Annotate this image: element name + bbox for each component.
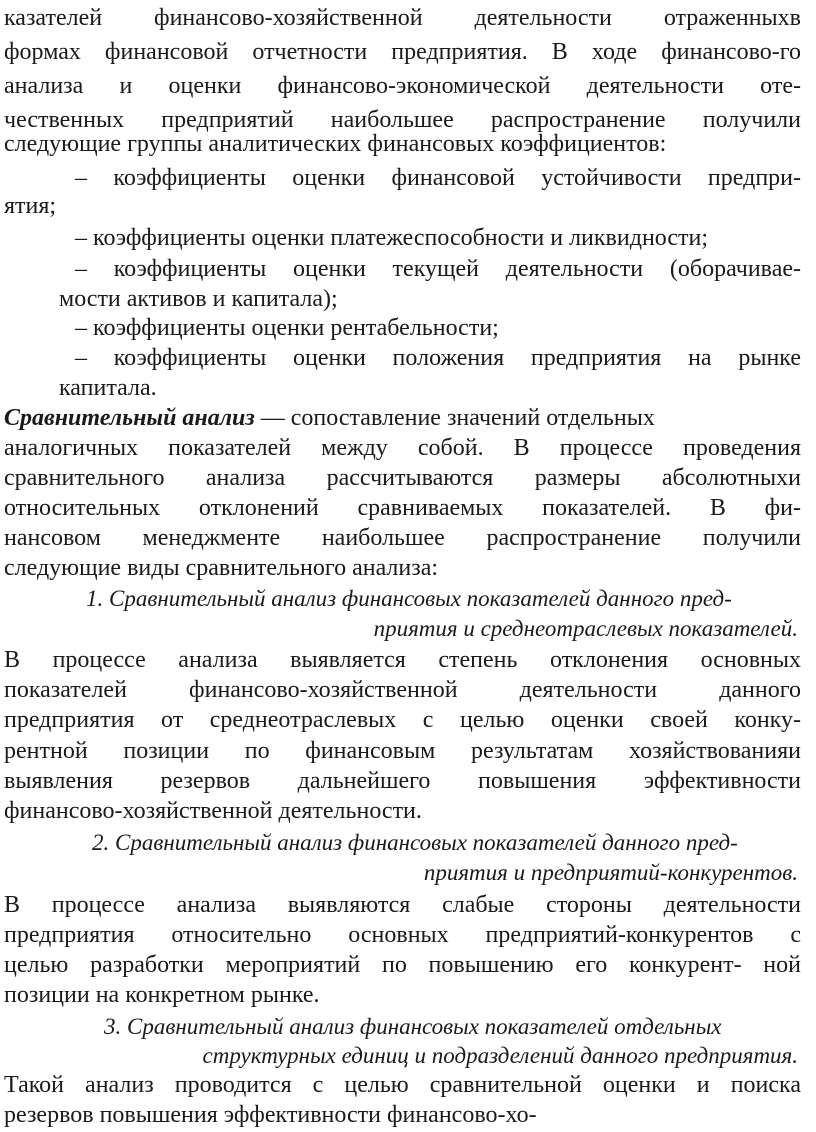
body-text-line: следующие виды сравнительного анализа: [4,555,439,581]
definition-text: — сопоставление значений отдельных [254,405,655,431]
body-text-line: предприятия относительно основных предприятий-конкурентов с [4,922,801,948]
section-heading: 3. Сравнительный анализ финансовых показателей отдельных [104,1014,722,1039]
body-text-line: выявления резервов дальнейшего повышения эффективности [4,768,801,794]
body-text-line: казателей финансово-хозяйственной деятельности отраженныхв [4,5,801,31]
bullet-item: – коэффициенты оценки положения предприятия на рынке [75,345,801,371]
body-text-line: предприятия от среднеотраслевых с целью оценки своей конку- [4,707,801,733]
body-text-line: В процессе анализа выявляется степень отклонения основных [4,647,801,673]
body-text-line: аналогичных показателей между собой. В процессе проведения [4,435,801,461]
body-text-line: сравнительного анализа рассчитываются размеры абсолютныхи [4,465,801,491]
body-text-line: резервов повышения эффективности финансово-хо- [4,1102,537,1128]
body-text-line: финансово-хозяйственной деятельности. [4,798,422,824]
section-heading-continuation: структурных единиц и подразделений данного предприятия. [202,1043,798,1068]
body-text-line: В процессе анализа выявляются слабые стороны деятельности [4,892,801,918]
section-heading: 2. Сравнительный анализ финансовых показателей данного пред- [92,830,738,855]
bullet-item: – коэффициенты оценки текущей деятельности (оборачивае- [75,256,801,282]
body-text-line: анализа и оценки финансово-экономической деятельности оте- [4,73,801,99]
bullet-item: – коэффициенты оценки финансовой устойчивости предпри- [75,165,801,191]
bullet-item: – коэффициенты оценки рентабельности; [75,315,499,341]
body-text-line: целью разработки мероприятий по повышению его конкурент- ной [4,952,801,978]
body-text-line: показателей финансово-хозяйственной деятельности данного [4,677,801,703]
section-heading: 1. Сравнительный анализ финансовых показателей данного пред- [86,586,732,611]
body-text-line: нансовом менеджменте наибольшее распространение получили [4,525,801,551]
body-text-line: формах финансовой отчетности предприятия. В ходе финансово-го [4,39,801,65]
body-text-line: позиции на конкретном рынке. [4,982,320,1008]
bullet-item-continuation: ятия; [4,193,57,219]
body-text-line: чественных предприятий наибольшее распространение получили [4,107,801,133]
body-text-line: Такой анализ проводится с целью сравнительной оценки и поиска [4,1072,801,1098]
body-text-line: относительных отклонений сравниваемых показателей. В фи- [4,495,801,521]
body-text-line: следующие группы аналитических финансовых коэффициентов: [4,131,667,157]
bullet-item-continuation: капитала. [59,375,157,401]
bullet-item: – коэффициенты оценки платежеспособности и ликвидности; [75,225,709,251]
section-heading-continuation: приятия и предприятий-конкурентов. [423,860,798,885]
bullet-item-continuation: мости активов и капитала); [59,286,338,312]
section-heading-continuation: приятия и среднеотраслевых показателей. [373,616,798,641]
body-text-line: рентной позиции по финансовым результатам хозяйствованияи [4,738,801,764]
definition-line [4,406,655,430]
term-comparative-analysis: Сравнительный анализ [4,405,255,431]
